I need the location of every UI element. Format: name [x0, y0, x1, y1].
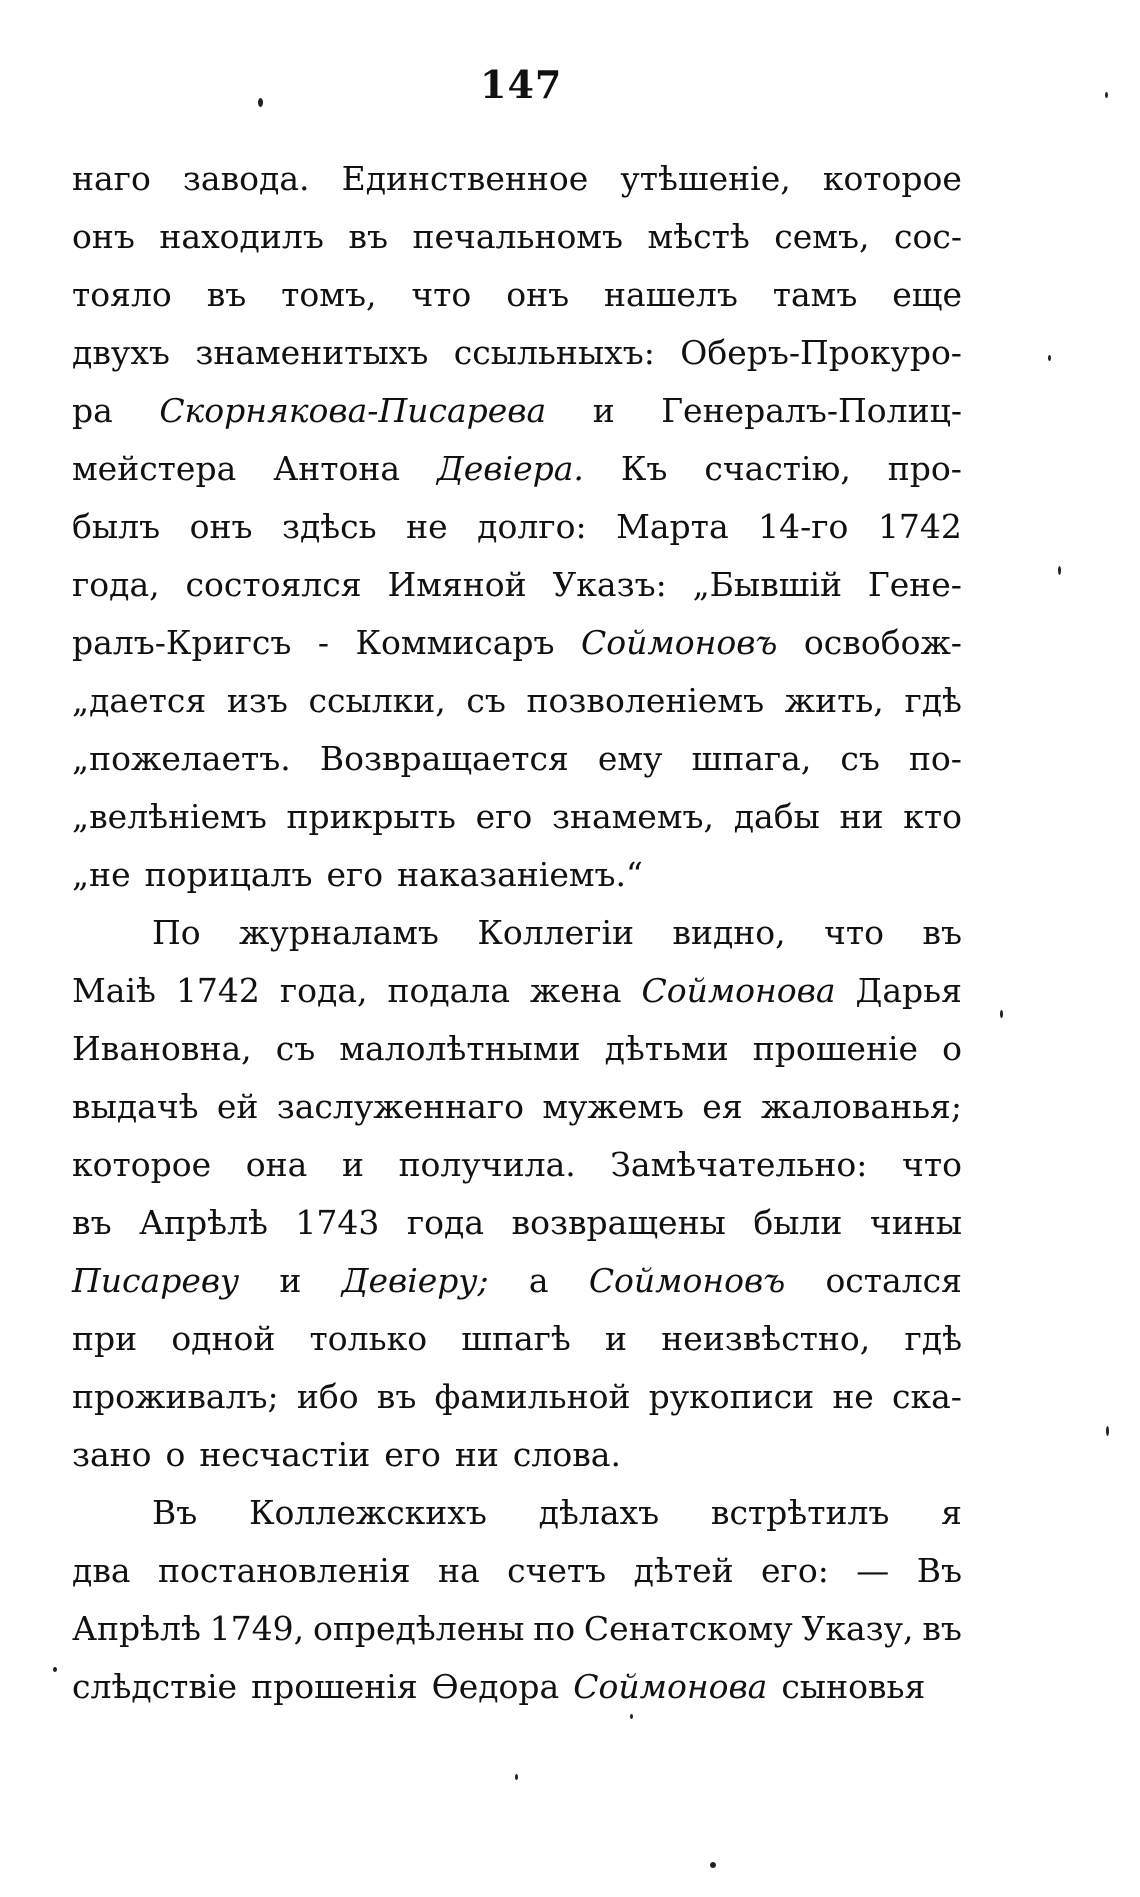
italic-word: Соймоновъ	[588, 1261, 786, 1300]
word: мужемъ	[542, 1087, 684, 1126]
word: малолѣтными	[339, 1029, 581, 1068]
text-line	[72, 266, 962, 324]
word: не	[406, 507, 448, 546]
word: года,	[279, 971, 368, 1010]
word: онъ	[72, 217, 135, 256]
word: ей	[216, 1087, 259, 1126]
text-line	[72, 498, 962, 556]
text-line	[72, 440, 962, 498]
italic-word: Соймоновъ	[581, 623, 778, 662]
scan-speck	[515, 1774, 518, 1780]
word: возвращены	[511, 1203, 726, 1242]
word: съ	[840, 739, 880, 778]
word: былъ	[72, 507, 161, 546]
word: Гене-	[867, 565, 962, 604]
word: порицалъ	[144, 855, 313, 894]
word: проживалъ;	[72, 1377, 279, 1416]
word: 1742	[175, 971, 260, 1010]
text-line	[72, 1136, 962, 1194]
word: Къ	[620, 449, 668, 488]
word: которое	[72, 1145, 212, 1184]
word: позволеніемъ	[526, 681, 765, 720]
word: въ	[72, 1203, 112, 1242]
word: утѣшеніе,	[620, 159, 791, 198]
text-line	[72, 962, 962, 1020]
word: ссыльныхъ:	[453, 333, 655, 372]
word: съ	[466, 681, 506, 720]
word: ибо	[296, 1377, 359, 1416]
word: неизвѣстно,	[661, 1319, 871, 1358]
word: нашелъ	[603, 275, 738, 314]
word: мейстера	[72, 449, 237, 488]
italic-word: Соймонова	[573, 1667, 768, 1706]
word: и	[592, 391, 615, 430]
text-line	[72, 614, 962, 672]
text-line	[72, 1542, 962, 1600]
word: ему	[597, 739, 663, 778]
word: Генералъ-Полиц-	[661, 391, 962, 430]
text-line	[72, 1020, 962, 1078]
text-line	[72, 1426, 962, 1484]
word: только	[309, 1319, 428, 1358]
word: дѣтьми	[604, 1029, 729, 1068]
word: находилъ	[159, 217, 324, 256]
scan-speck	[710, 1862, 716, 1868]
word: „пожелаетъ.	[72, 739, 291, 778]
word: его	[384, 1435, 441, 1474]
word: про-	[887, 449, 962, 488]
word: и	[605, 1319, 628, 1358]
word: остался	[825, 1261, 962, 1300]
word: -	[317, 623, 329, 662]
word: видно,	[672, 913, 786, 952]
scan-speck	[258, 98, 263, 107]
word: два	[72, 1551, 131, 1590]
word: которое	[822, 159, 962, 198]
scan-speck	[1105, 92, 1108, 98]
word: Антона	[273, 449, 400, 488]
scan-speck	[1106, 1426, 1109, 1436]
word: двухъ	[72, 333, 170, 372]
scan-speck	[630, 1714, 633, 1719]
word: тояло	[72, 275, 172, 314]
word: кто	[903, 797, 962, 836]
word: наго	[72, 159, 151, 198]
word: въ	[922, 913, 962, 952]
word: что	[411, 275, 472, 314]
word: жена	[529, 971, 622, 1010]
text-line	[72, 150, 962, 208]
text-line	[72, 324, 962, 382]
word: въ	[376, 1377, 417, 1416]
word: Оберъ-Прокуро-	[680, 333, 962, 372]
word: ея	[702, 1087, 743, 1126]
word: на	[438, 1551, 480, 1590]
italic-word: Писареву	[72, 1261, 240, 1300]
word: и	[279, 1261, 302, 1300]
word: жить,	[784, 681, 884, 720]
word: 14-го	[758, 507, 849, 546]
word: ра	[72, 391, 113, 430]
word: состоялся	[185, 565, 362, 604]
text-line	[72, 1078, 962, 1136]
word: она	[245, 1145, 308, 1184]
word: „Бывшій	[692, 565, 842, 604]
word: наказаніемъ.“	[397, 855, 643, 894]
word: печальномъ	[412, 217, 623, 256]
text-line	[72, 1658, 962, 1716]
word: „велѣніемъ	[72, 797, 267, 836]
scan-speck	[53, 1667, 57, 1672]
word: прошенія	[251, 1667, 418, 1706]
word: Коллегіи	[477, 913, 635, 952]
word: сос-	[894, 217, 962, 256]
word: рукописи	[648, 1377, 815, 1416]
text-line	[72, 1484, 962, 1542]
text-line	[72, 788, 962, 846]
scan-speck	[1048, 355, 1051, 361]
word: Коллежскихъ	[248, 1493, 487, 1532]
word: Указъ:	[552, 565, 667, 604]
word: 1749,	[209, 1609, 305, 1648]
word: по-	[908, 739, 962, 778]
word: фамильной	[434, 1377, 631, 1416]
word: освобож-	[803, 623, 962, 662]
word: прошеніе	[752, 1029, 919, 1068]
scan-speck	[1058, 566, 1061, 575]
word: выдачѣ	[72, 1087, 199, 1126]
word: шпагѣ	[461, 1319, 571, 1358]
word: дѣтей	[633, 1551, 734, 1590]
italic-word: Девіера.	[436, 449, 584, 488]
word: завода.	[182, 159, 310, 198]
word: изъ	[226, 681, 288, 720]
word: журналамъ	[239, 913, 439, 952]
text-line	[72, 1194, 962, 1252]
word: семъ,	[774, 217, 870, 256]
word: чины	[869, 1203, 962, 1242]
word: опредѣлены	[312, 1609, 525, 1648]
word: Въ	[152, 1493, 198, 1532]
word: Указу,	[801, 1609, 914, 1648]
word: сыновья	[781, 1667, 926, 1706]
word: встрѣтилъ	[710, 1493, 890, 1532]
word: знаменитыхъ	[195, 333, 429, 372]
word: дѣлахъ	[538, 1493, 660, 1532]
text-line	[72, 382, 962, 440]
word: тамъ	[772, 275, 858, 314]
word: еще	[892, 275, 962, 314]
page-number: 147	[480, 62, 563, 107]
word: здѣсь	[281, 507, 377, 546]
word: года,	[72, 565, 160, 604]
body-text	[72, 150, 962, 1716]
word: Сенатскому	[583, 1609, 793, 1648]
word: онъ	[189, 507, 253, 546]
word: получила.	[398, 1145, 576, 1184]
word: Въ	[916, 1551, 962, 1590]
text-line	[72, 904, 962, 962]
word: знамемъ,	[551, 797, 714, 836]
italic-word: Соймонова	[641, 971, 836, 1010]
word: не	[832, 1377, 874, 1416]
text-line	[72, 1252, 962, 1310]
italic-word: Скорнякова-Писарева	[159, 391, 547, 430]
text-line	[72, 1600, 962, 1658]
word: Ивановна,	[72, 1029, 252, 1068]
word: я	[941, 1493, 962, 1532]
word: при	[72, 1319, 138, 1358]
word: 1743	[295, 1203, 380, 1242]
word: 1742	[877, 507, 962, 546]
word: были	[753, 1203, 843, 1242]
word: слова.	[512, 1435, 621, 1474]
word: что	[902, 1145, 962, 1184]
word: несчастіи	[199, 1435, 371, 1474]
word: въ	[348, 217, 388, 256]
word: зано	[72, 1435, 152, 1474]
word: ралъ-Кригсъ	[72, 623, 292, 662]
word: его	[326, 855, 384, 894]
word: въ	[206, 275, 247, 314]
italic-word: Девіеру;	[341, 1261, 489, 1300]
text-line	[72, 672, 962, 730]
word: ска-	[892, 1377, 962, 1416]
word: ссылки,	[308, 681, 446, 720]
word: и	[341, 1145, 364, 1184]
word: Маіѣ	[72, 971, 156, 1010]
word: Единственное	[341, 159, 589, 198]
text-line	[72, 556, 962, 614]
word: о	[942, 1029, 962, 1068]
text-line	[72, 1368, 962, 1426]
word: долго:	[477, 507, 587, 546]
word: Апрѣлѣ	[139, 1203, 268, 1242]
word: Возвращается	[319, 739, 569, 778]
word: жалованья;	[760, 1087, 962, 1126]
word: ни	[839, 797, 884, 836]
text-line	[72, 1310, 962, 1368]
word: „не	[72, 855, 131, 894]
word: Дарья	[855, 971, 962, 1010]
word: прикрыть	[286, 797, 456, 836]
word: въ	[922, 1609, 962, 1648]
word: подала	[387, 971, 510, 1010]
word: дабы	[733, 797, 820, 836]
word: шпага,	[691, 739, 812, 778]
word: Марта	[616, 507, 729, 546]
word: постановленія	[158, 1551, 411, 1590]
word: по	[533, 1609, 576, 1648]
word: „дается	[72, 681, 207, 720]
word: съ	[275, 1029, 316, 1068]
word: Замѣчательно:	[610, 1145, 868, 1184]
word: По	[152, 913, 201, 952]
word: Өедора	[431, 1667, 560, 1706]
word: одной	[171, 1319, 276, 1358]
word: Имяной	[387, 565, 527, 604]
word: мѣстѣ	[647, 217, 750, 256]
word: ни	[454, 1435, 499, 1474]
word: счетъ	[507, 1551, 607, 1590]
word: заслуженнаго	[276, 1087, 524, 1126]
word: что	[824, 913, 884, 952]
word: его:	[761, 1551, 829, 1590]
scan-speck	[1000, 1010, 1003, 1018]
word: слѣдствіе	[72, 1667, 238, 1706]
word: года	[406, 1203, 485, 1242]
word: —	[856, 1551, 890, 1590]
word: счастію,	[704, 449, 851, 488]
word: о	[165, 1435, 186, 1474]
word: томъ,	[281, 275, 377, 314]
text-line	[72, 846, 962, 904]
word: гдѣ	[904, 681, 962, 720]
word: а	[528, 1261, 549, 1300]
text-line	[72, 208, 962, 266]
word: его	[475, 797, 533, 836]
word: онъ	[506, 275, 570, 314]
word: Коммисаръ	[355, 623, 555, 662]
word: Апрѣлѣ	[72, 1609, 201, 1648]
word: гдѣ	[904, 1319, 962, 1358]
text-line	[72, 730, 962, 788]
